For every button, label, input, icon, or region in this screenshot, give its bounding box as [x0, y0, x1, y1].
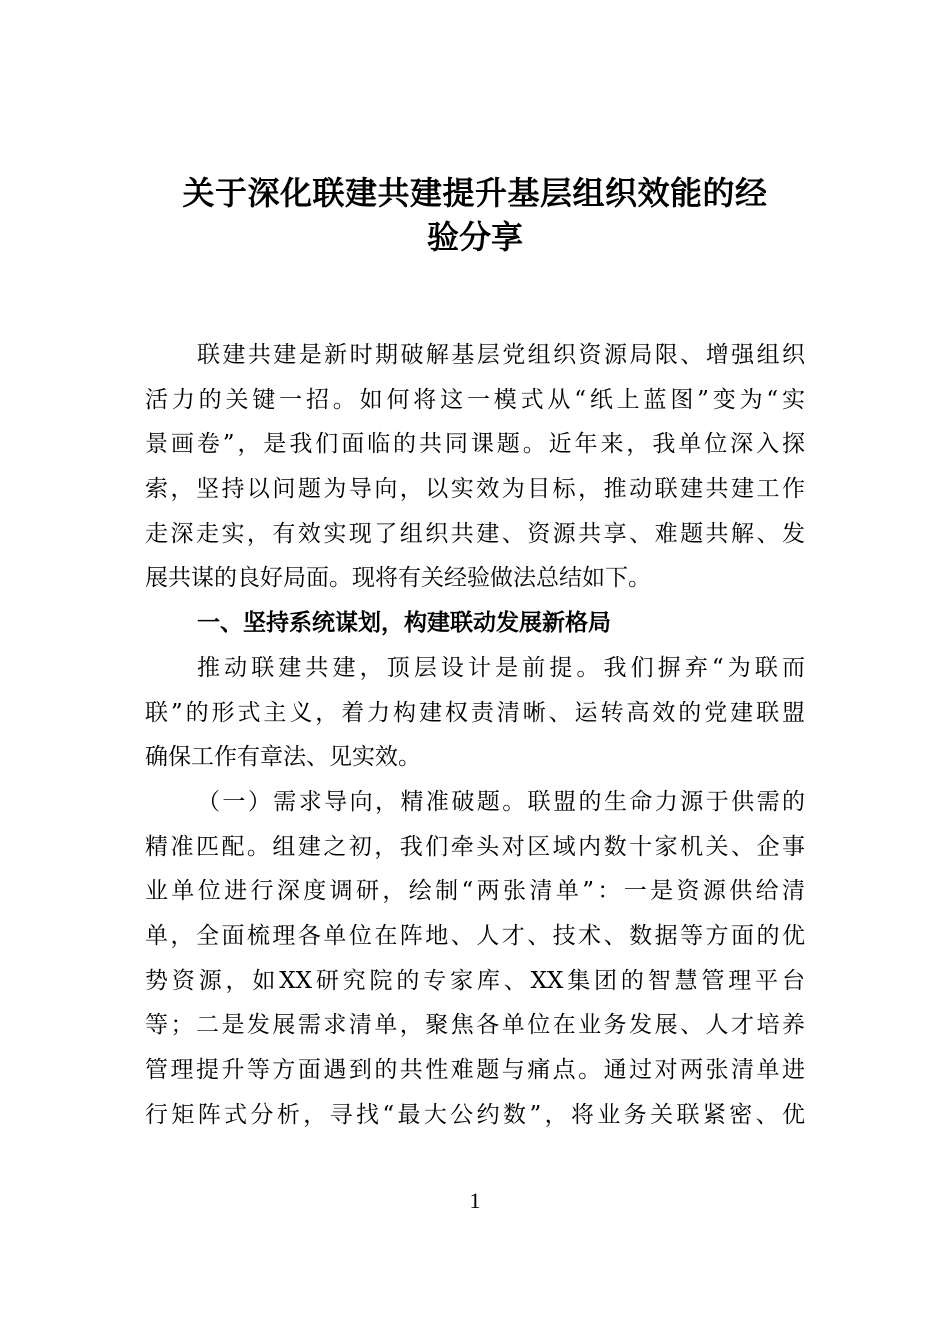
document-body — [145, 333, 805, 1137]
body-text-line: 活力的关键一招。如何将这一模式从“纸上蓝图”变为“实 — [145, 386, 805, 413]
body-text-line: 精准匹配。组建之初，我们牵头对区域内数十家机关、企事 — [145, 833, 805, 860]
body-text-line: 业单位进行深度调研，绘制“两张清单”：一是资源供给清 — [145, 878, 805, 905]
body-text-line: 管理提升等方面遇到的共性难题与痛点。通过对两张清单进 — [145, 1057, 805, 1083]
body-text-line: （一）需求导向，精准破题。联盟的生命力源于供需的 — [197, 788, 805, 815]
document-title-line-1: 关于深化联建共建提升基层组织效能的经 — [182, 174, 768, 212]
body-text-line: 等；二是发展需求清单，聚焦各单位在业务发展、人才培养 — [145, 1012, 805, 1039]
body-text-line: 推动联建共建，顶层设计是前提。我们摒弃“为联而 — [197, 654, 805, 681]
body-text-line: 索，坚持以问题为导向，以实效为目标，推动联建共建工作 — [145, 476, 805, 503]
body-text-line: 展共谋的良好局面。现将有关经验做法总结如下。 — [145, 565, 651, 592]
body-text-line: 势资源，如XX研究院的专家库、XX集团的智慧管理平台 — [145, 967, 805, 994]
page-number: 1 — [469, 1188, 481, 1213]
body-text-line: 联”的形式主义，着力构建权责清晰、运转高效的党建联盟 — [145, 699, 805, 726]
body-text-line: 单，全面梳理各单位在阵地、人才、技术、数据等方面的优 — [145, 922, 805, 949]
section-heading: 一、坚持系统谋划，构建联动发展新格局 — [197, 610, 611, 637]
body-text-line: 行矩阵式分析，寻找“最大公约数”，将业务关联紧密、优 — [145, 1101, 805, 1128]
body-text-line: 联建共建是新时期破解基层党组织资源局限、增强组织 — [197, 342, 805, 368]
body-text-line: 景画卷”，是我们面临的共同课题。近年来，我单位深入探 — [145, 431, 805, 458]
document-title-line-2: 验分享 — [426, 218, 523, 256]
body-text-line: 走深走实，有效实现了组织共建、资源共享、难题共解、发 — [145, 520, 805, 547]
body-text-line: 确保工作有章法、见实效。 — [145, 744, 421, 771]
